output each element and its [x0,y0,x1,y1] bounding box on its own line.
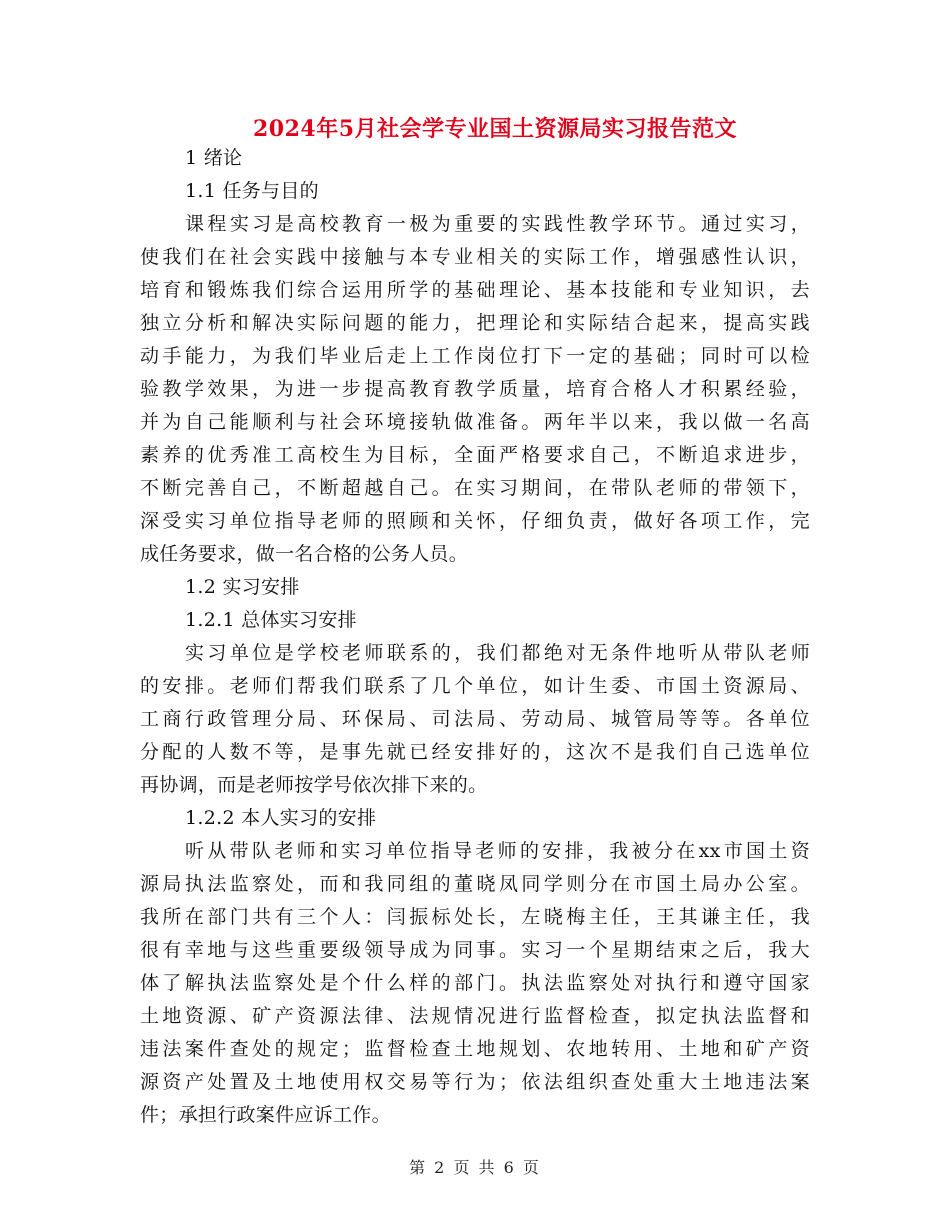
paragraph-line: 很有幸地与这些重要级领导成为同事。实习一个星期结束之后，我大 [140,939,810,961]
paragraph-line: 我所在部门共有三个人：闫振标处长，左晓梅主任，王其谦主任，我 [140,906,810,928]
paragraph-line: 成任务要求，做一名合格的公务人员。 [140,543,469,565]
paragraph-line: 体了解执法监察处是个什么样的部门。执法监察处对执行和遵守国家 [140,972,810,994]
document-body [140,142,810,1132]
section-heading: 1 绪论 [185,147,243,169]
paragraph-line: 课程实习是高校教育一极为重要的实践性教学环节。通过实习， [185,213,810,235]
document-title: 2024年5月社会学专业国土资源局实习报告范文 [252,116,738,142]
paragraph-line: 的安排。老师们帮我们联系了几个单位，如计生委、市国土资源局、 [140,675,810,697]
section-heading: 1.2.2 本人实习的安排 [185,807,377,829]
paragraph-line: 并为自己能顺利与社会环境接轨做准备。两年半以来，我以做一名高 [140,411,810,433]
paragraph-line: 源局执法监察处，而和我同组的董晓凤同学则分在市国土局办公室。 [140,873,810,895]
paragraph-line: 件；承担行政案件应诉工作。 [140,1104,391,1126]
section-heading: 1.2.1 总体实习安排 [185,609,357,631]
paragraph-line: 验教学效果，为进一步提高教育教学质量，培育合格人才积累经验， [140,378,810,400]
paragraph-line: 违法案件查处的规定；监督检查土地规划、农地转用、土地和矿产资 [140,1038,810,1060]
paragraph-line: 动手能力，为我们毕业后走上工作岗位打下一定的基础；同时可以检 [140,345,810,367]
paragraph-line: 深受实习单位指导老师的照顾和关怀，仔细负责，做好各项工作，完 [140,510,810,532]
paragraph-line: 分配的人数不等，是事先就已经安排好的，这次不是我们自己选单位 [140,741,810,763]
paragraph-line: 源资产处置及土地使用权交易等行为；依法组织查处重大土地违法案 [140,1071,810,1093]
paragraph-line: 工商行政管理分局、环保局、司法局、劳动局、城管局等等。各单位 [140,708,810,730]
paragraph-line: 不断完善自己，不断超越自己。在实习期间，在带队老师的带领下， [140,477,810,499]
paragraph-line: 听从带队老师和实习单位指导老师的安排，我被分在xx市国土资 [185,840,810,862]
paragraph-task-purpose [140,208,810,571]
paragraph-line: 培育和锻炼我们综合运用所学的基础理论、基本技能和专业知识，去 [140,279,810,301]
paragraph-line: 实习单位是学校老师联系的，我们都绝对无条件地听从带队老师 [185,642,810,664]
paragraph-personal-arrangement [140,835,810,1132]
paragraph-line: 土地资源、矿产资源法律、法规情况进行监督检查，拟定执法监督和 [140,1005,810,1027]
paragraph-overall-arrangement [140,637,810,802]
paragraph-line: 使我们在社会实践中接触与本专业相关的实际工作，增强感性认识， [140,246,810,268]
page-footer: 第 2 页 共 6 页 [409,1158,541,1177]
paragraph-line: 独立分析和解决实际问题的能力，把理论和实际结合起来，提高实践 [140,312,810,334]
section-heading: 1.1 任务与目的 [185,180,319,202]
paragraph-line: 再协调，而是老师按学号依次排下来的。 [140,774,488,796]
paragraph-line: 素养的优秀准工高校生为目标，全面严格要求自己，不断追求进步， [140,444,810,466]
section-heading: 1.2 实习安排 [185,576,300,598]
